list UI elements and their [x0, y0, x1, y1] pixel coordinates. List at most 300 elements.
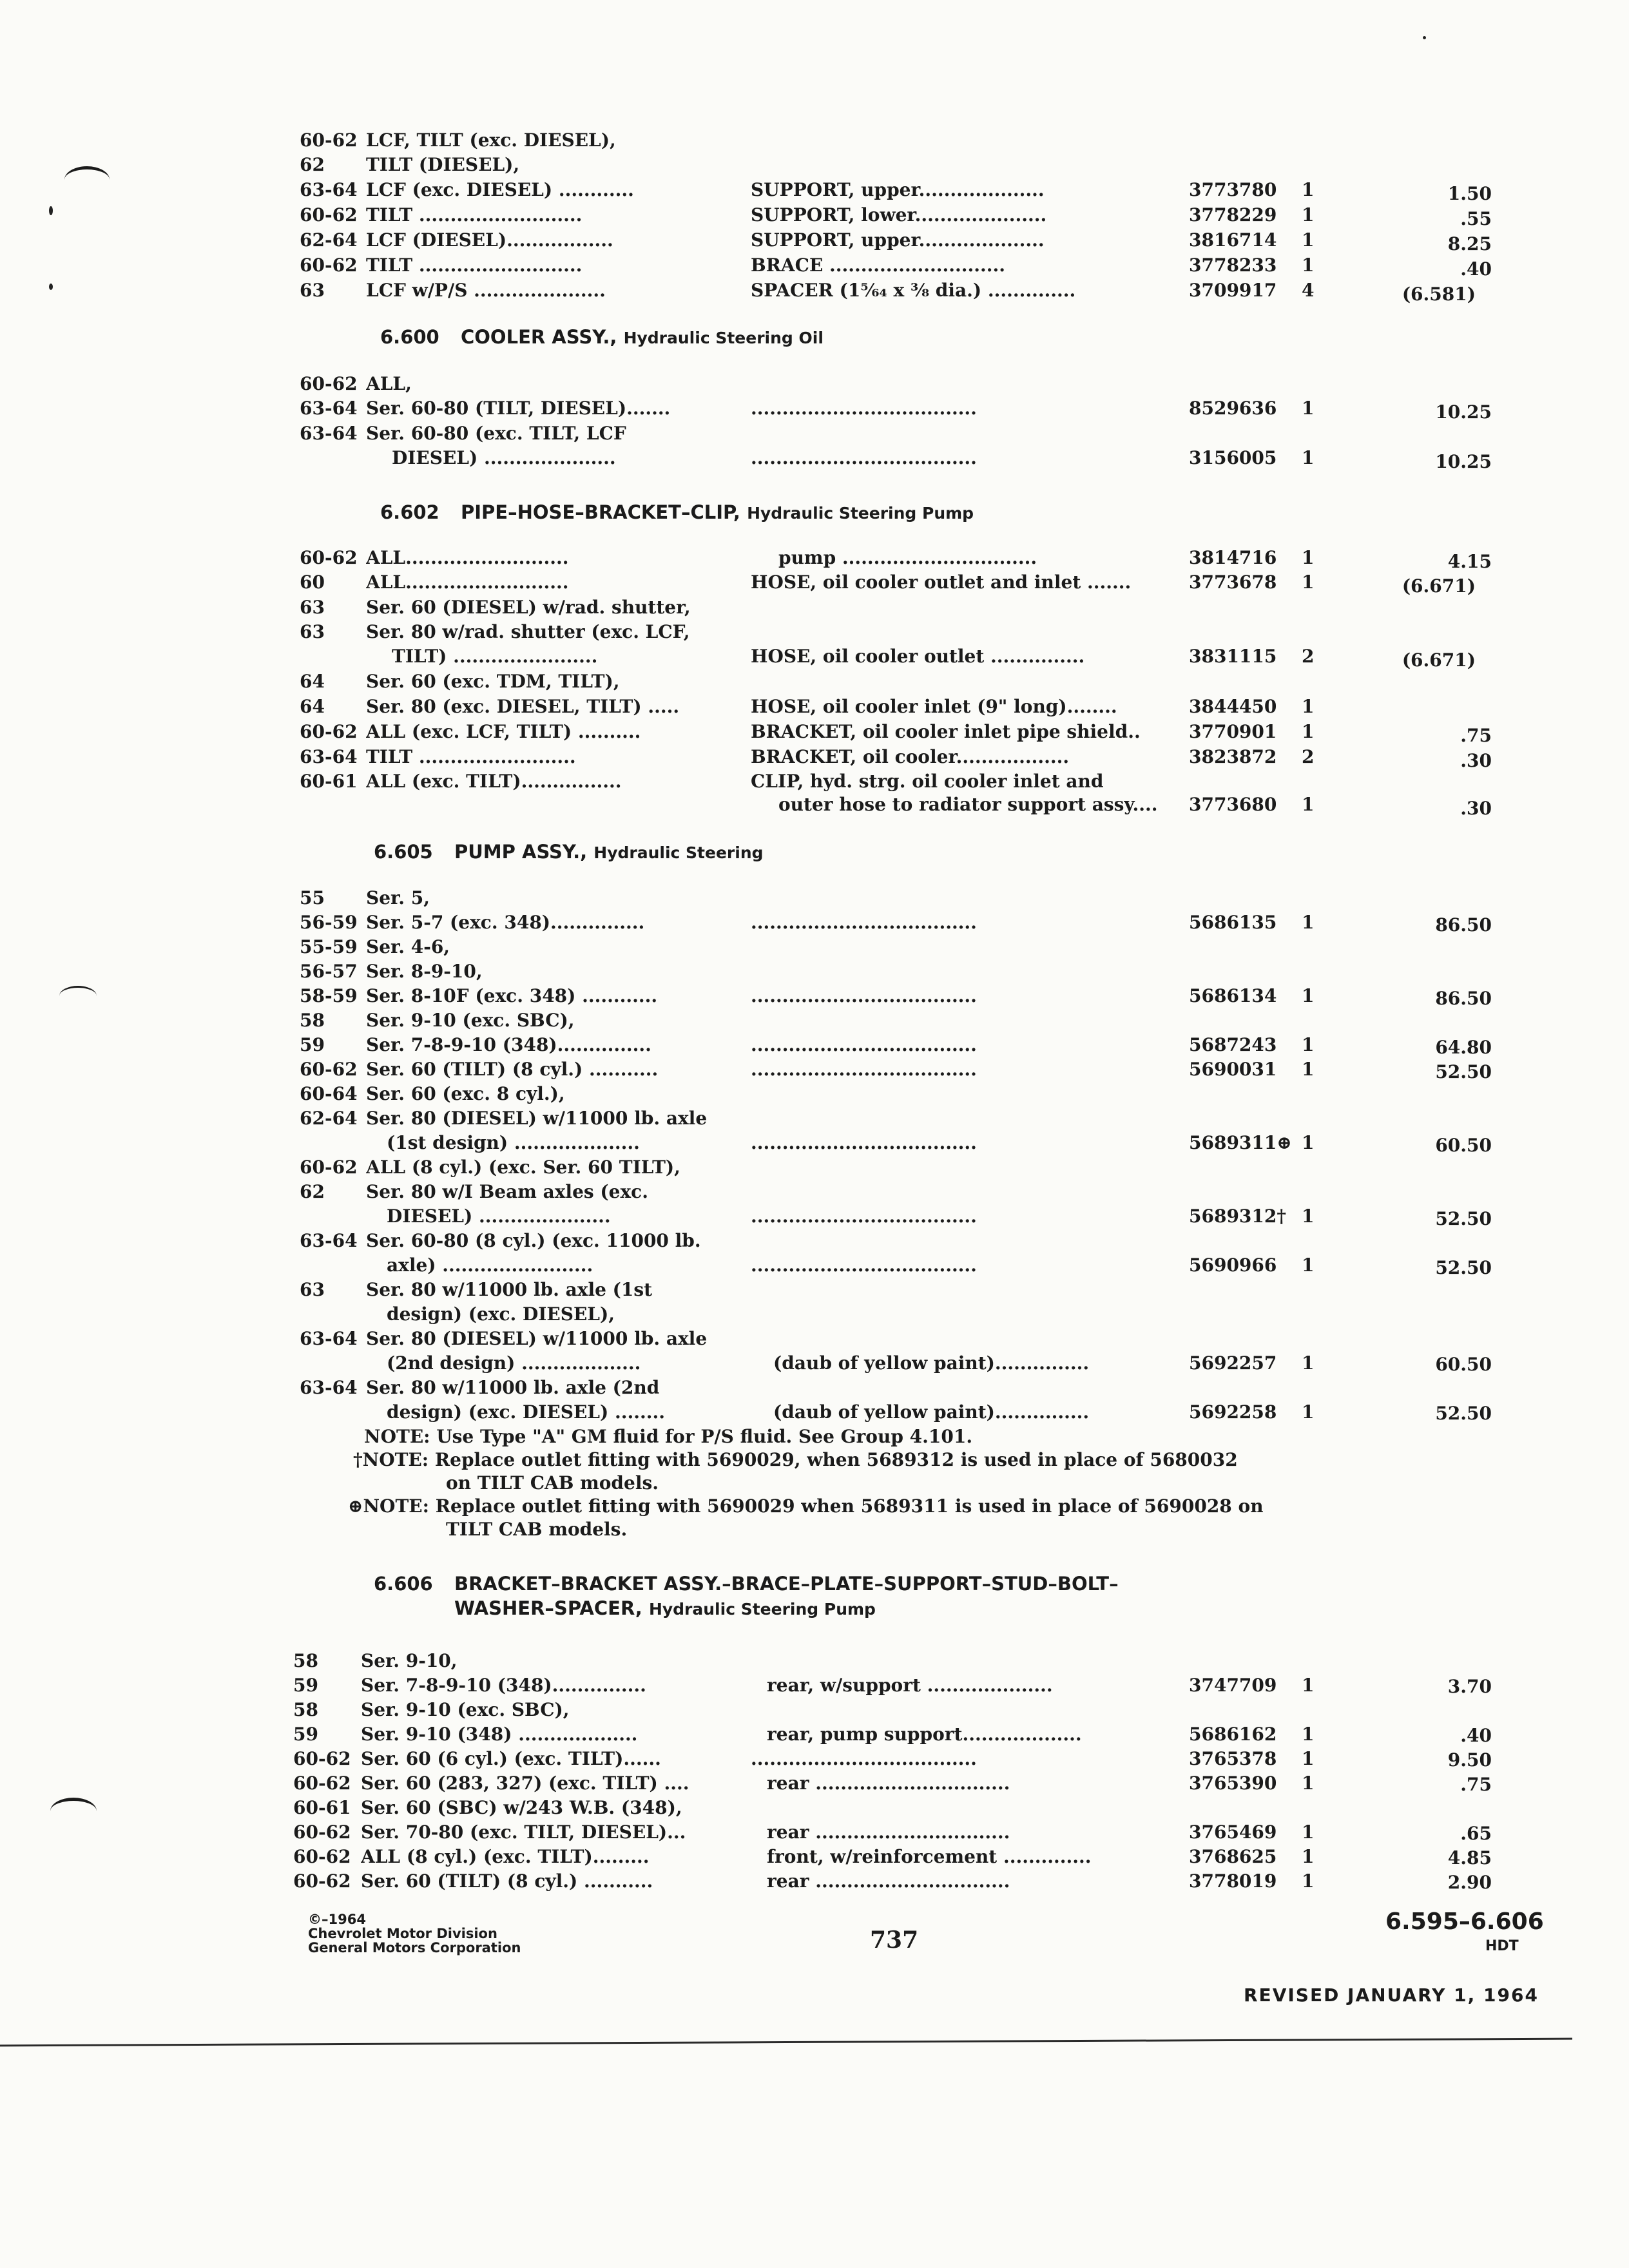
model-cell: Ser. 5,	[366, 887, 430, 908]
year-cell: 60-62	[300, 204, 358, 226]
year-cell: 63-64	[300, 1328, 358, 1349]
model-cell: TILT ..........................	[366, 255, 583, 276]
quantity-cell: 1	[1302, 985, 1315, 1006]
model-cell: Ser. 9-10 (348) ...................	[361, 1724, 638, 1745]
page-number: 737	[870, 1927, 919, 1954]
model-cell: axle) ........................	[387, 1254, 593, 1276]
quantity-cell: 1	[1302, 912, 1315, 933]
year-cell: 60-61	[293, 1797, 351, 1818]
year-cell: 55	[300, 887, 325, 908]
model-cell: TILT ..........................	[366, 204, 583, 226]
table-row	[0, 1870, 1629, 1896]
table-row	[0, 1156, 1629, 1182]
model-cell: Ser. 5-7 (exc. 348)...............	[366, 912, 645, 933]
price-cell: .30	[1460, 798, 1492, 819]
model-cell: ALL (8 cyl.) (exc. Ser. 60 TILT),	[366, 1157, 680, 1178]
year-cell: 59	[293, 1675, 318, 1696]
description-cell: HOSE, oil cooler outlet and inlet .......	[751, 572, 1132, 593]
part-number-cell: 5686135	[1189, 912, 1277, 933]
year-cell: 60-62	[293, 1870, 351, 1892]
section-title: PUMP ASSY.,	[454, 841, 588, 863]
description-cell: front, w/reinforcement ..............	[767, 1846, 1092, 1867]
year-cell: 60-62	[293, 1773, 351, 1794]
year-cell: 63	[300, 1279, 325, 1300]
year-cell: 59	[293, 1724, 318, 1745]
table-row	[0, 1796, 1629, 1822]
model-cell: Ser. 8-10F (exc. 348) ............	[366, 985, 658, 1006]
part-number-cell: 3765469	[1189, 1821, 1277, 1843]
model-cell: Ser. 80 (exc. DIESEL, TILT) .....	[366, 696, 680, 717]
model-cell: Ser. 60-80 (TILT, DIESEL).......	[366, 398, 671, 419]
model-cell: ALL,	[366, 373, 412, 394]
publisher-block	[308, 1912, 521, 1955]
price-cell: .75	[1460, 725, 1492, 746]
model-cell: Ser. 80 w/11000 lb. axle (1st	[366, 1279, 653, 1300]
price-cell: (6.671)	[1402, 649, 1476, 671]
model-cell: Ser. 60 (TILT) (8 cyl.) ...........	[361, 1870, 653, 1892]
year-cell: 60	[300, 572, 325, 593]
year-cell: 60-61	[300, 771, 358, 792]
part-number-cell: 5686134	[1189, 985, 1277, 1006]
table-row	[0, 887, 1629, 912]
part-number-cell: 3773780	[1189, 179, 1277, 200]
year-cell: 63-64	[300, 1377, 358, 1398]
price-cell: .55	[1460, 208, 1492, 229]
table-row	[0, 960, 1629, 986]
year-cell: 62	[300, 154, 325, 175]
part-number-cell: 3814716	[1189, 547, 1277, 568]
section-title: COOLER ASSY.,	[461, 326, 617, 348]
year-cell: 62-64	[300, 229, 358, 251]
description-cell: SUPPORT, upper....................	[751, 229, 1045, 251]
table-row	[0, 1254, 1629, 1280]
table-row	[0, 229, 1629, 255]
note-outlet-fitting-2-cont: TILT CAB models.	[446, 1519, 628, 1540]
table-row	[0, 745, 1629, 771]
model-cell: Ser. 80 w/I Beam axles (exc.	[366, 1181, 648, 1202]
year-cell: 59	[300, 1034, 325, 1055]
description-cell: CLIP, hyd. strg. oil cooler inlet and	[751, 771, 1104, 792]
description-cell: rear ...............................	[767, 1821, 1010, 1843]
table-row	[0, 1821, 1629, 1847]
model-cell: (2nd design) ...................	[387, 1352, 641, 1374]
table-row	[0, 1082, 1629, 1108]
description-cell: ....................................	[751, 1748, 977, 1769]
year-cell: 60-64	[300, 1083, 358, 1104]
price-cell: (6.671)	[1402, 575, 1476, 597]
year-cell: 63	[300, 621, 325, 642]
corporation-name: General Motors Corporation	[308, 1940, 521, 1956]
year-cell: 63-64	[300, 1230, 358, 1251]
table-row	[0, 1401, 1629, 1427]
quantity-cell: 1	[1302, 1773, 1315, 1794]
table-row	[0, 620, 1629, 646]
part-number-cell: 3765390	[1189, 1773, 1277, 1794]
quantity-cell: 1	[1302, 398, 1315, 419]
description-cell: ....................................	[751, 985, 977, 1006]
table-row	[0, 1327, 1629, 1353]
table-row	[0, 1845, 1629, 1871]
table-row	[0, 1107, 1629, 1133]
model-cell: Ser. 60-80 (exc. TILT, LCF	[366, 423, 626, 444]
description-cell: outer hose to radiator support assy....	[778, 794, 1158, 815]
table-row	[0, 1229, 1629, 1255]
table-row	[0, 1131, 1629, 1157]
description-cell: ....................................	[751, 912, 977, 933]
part-number-cell: 8529636	[1189, 398, 1277, 419]
year-cell: 55-59	[300, 936, 358, 957]
table-row	[0, 546, 1629, 572]
part-number-cell: 3831115	[1189, 646, 1277, 667]
table-row	[0, 1205, 1629, 1231]
part-number-cell: 3778233	[1189, 255, 1277, 276]
model-cell: TILT .........................	[366, 746, 576, 767]
model-cell: ALL (8 cyl.) (exc. TILT).........	[361, 1846, 650, 1867]
table-row	[0, 1376, 1629, 1402]
table-row	[0, 911, 1629, 937]
year-cell: 58	[293, 1699, 318, 1720]
price-cell: 86.50	[1435, 988, 1492, 1009]
table-row	[0, 1674, 1629, 1700]
part-number-cell: 5689312†	[1189, 1206, 1287, 1227]
section-title-continued: WASHER–SPACER,	[454, 1597, 642, 1619]
note-outlet-fitting-1-cont: on TILT CAB models.	[446, 1472, 659, 1494]
model-cell: Ser. 80 (DIESEL) w/11000 lb. axle	[366, 1108, 708, 1129]
table-row	[0, 670, 1629, 696]
part-number-cell: 3816714	[1189, 229, 1277, 251]
model-cell: Ser. 80 w/rad. shutter (exc. LCF,	[366, 621, 690, 642]
table-row	[0, 254, 1629, 280]
model-cell: Ser. 60 (283, 327) (exc. TILT) ....	[361, 1773, 689, 1794]
year-cell: 63-64	[300, 423, 358, 444]
quantity-cell: 1	[1302, 696, 1315, 717]
description-cell: BRACKET, oil cooler inlet pipe shield..	[751, 721, 1141, 742]
description-cell: BRACE ............................	[751, 255, 1005, 276]
price-cell: 10.25	[1435, 451, 1492, 472]
year-cell: 63-64	[300, 398, 358, 419]
description-cell: ....................................	[751, 1132, 977, 1153]
price-cell: .75	[1460, 1774, 1492, 1795]
price-cell: 52.50	[1435, 1061, 1492, 1082]
quantity-cell: 1	[1302, 1401, 1315, 1423]
model-cell: LCF, TILT (exc. DIESEL),	[366, 130, 616, 151]
table-row	[0, 1772, 1629, 1798]
quantity-cell: 1	[1302, 547, 1315, 568]
year-cell: 60-62	[300, 373, 358, 394]
price-cell: 4.85	[1447, 1847, 1492, 1869]
year-cell: 60-62	[293, 1821, 351, 1843]
table-row	[0, 1180, 1629, 1206]
model-cell: TILT) .......................	[392, 646, 598, 667]
price-cell: 4.15	[1447, 551, 1492, 572]
table-row	[0, 178, 1629, 204]
section-heading-6-605	[374, 839, 764, 866]
model-cell: Ser. 9-10 (exc. SBC),	[366, 1010, 575, 1031]
price-cell: .65	[1460, 1823, 1492, 1844]
price-cell: 10.25	[1435, 401, 1492, 423]
part-number-cell: 5692257	[1189, 1352, 1277, 1374]
model-cell: LCF (exc. DIESEL) ............	[366, 179, 634, 200]
part-number-cell: 3773680	[1189, 794, 1277, 815]
table-row	[0, 571, 1629, 597]
table-row	[0, 447, 1629, 472]
part-number-cell: 5687243	[1189, 1034, 1277, 1055]
table-row	[0, 1033, 1629, 1059]
part-number-cell: 5686162	[1189, 1724, 1277, 1745]
section-number: 6.606	[374, 1573, 433, 1595]
part-number-cell: 3765378	[1189, 1748, 1277, 1769]
year-cell: 62-64	[300, 1108, 358, 1129]
quantity-cell: 1	[1302, 1034, 1315, 1055]
quantity-cell: 1	[1302, 1254, 1315, 1276]
part-number-cell: 3778229	[1189, 204, 1277, 226]
description-cell: ....................................	[751, 1254, 977, 1276]
model-cell: Ser. 9-10,	[361, 1650, 458, 1671]
part-number-cell: 3778019	[1189, 1870, 1277, 1892]
table-row	[0, 422, 1629, 448]
description-cell: rear, w/support ....................	[767, 1675, 1053, 1696]
section-subtitle: Hydraulic Steering Pump	[747, 504, 974, 523]
quantity-cell: 1	[1302, 1748, 1315, 1769]
year-cell: 60-62	[293, 1846, 351, 1867]
quantity-cell: 1	[1302, 721, 1315, 742]
description-cell: (daub of yellow paint)...............	[773, 1401, 1090, 1423]
quantity-cell: 1	[1302, 1352, 1315, 1374]
price-cell: 9.50	[1447, 1749, 1492, 1771]
model-cell: DIESEL) .....................	[387, 1206, 611, 1227]
price-cell: 52.50	[1435, 1257, 1492, 1278]
description-cell: pump ...............................	[778, 547, 1037, 568]
year-cell: 60-62	[300, 130, 358, 151]
table-row	[0, 153, 1629, 179]
part-number-cell: 5692258	[1189, 1401, 1277, 1423]
price-cell: 64.80	[1435, 1037, 1492, 1058]
description-cell: (daub of yellow paint)...............	[773, 1352, 1090, 1374]
price-cell: 3.70	[1447, 1676, 1492, 1697]
price-cell: .40	[1460, 1725, 1492, 1746]
model-cell: Ser. 80 w/11000 lb. axle (2nd	[366, 1377, 660, 1398]
year-cell: 63-64	[300, 746, 358, 767]
quantity-cell: 2	[1302, 646, 1315, 667]
table-row	[0, 596, 1629, 622]
year-cell: 60-62	[300, 1059, 358, 1080]
note-fluid: NOTE: Use Type "A" GM fluid for P/S fluid. See Group 4.101.	[364, 1426, 973, 1447]
table-row	[0, 985, 1629, 1010]
section-subtitle: Hydraulic Steering Oil	[623, 329, 824, 347]
model-cell: Ser. 60-80 (8 cyl.) (exc. 11000 lb.	[366, 1230, 701, 1251]
model-cell: Ser. 60 (TILT) (8 cyl.) ...........	[366, 1059, 659, 1080]
year-cell: 63	[300, 597, 325, 618]
price-cell: (6.581)	[1402, 284, 1476, 305]
section-heading-6-606	[374, 1571, 1119, 1597]
year-cell: 58	[293, 1650, 318, 1671]
quantity-cell: 1	[1302, 255, 1315, 276]
model-cell: design) (exc. DIESEL),	[387, 1303, 615, 1325]
model-cell: Ser. 60 (exc. 8 cyl.),	[366, 1083, 565, 1104]
table-row	[0, 1723, 1629, 1749]
part-number-cell: 3770901	[1189, 721, 1277, 742]
table-row	[0, 1698, 1629, 1724]
model-cell: Ser. 60 (exc. TDM, TILT),	[366, 671, 620, 692]
model-cell: Ser. 4-6,	[366, 936, 450, 957]
section-number: 6.602	[380, 501, 439, 523]
description-cell: ....................................	[751, 1059, 977, 1080]
description-cell: SPACER (1⁵⁄₆₄ x ⅜ dia.) ..............	[751, 280, 1076, 301]
model-cell: Ser. 7-8-9-10 (348)...............	[361, 1675, 646, 1696]
year-cell: 62	[300, 1181, 325, 1202]
table-row	[0, 397, 1629, 423]
quantity-cell: 2	[1302, 746, 1315, 767]
part-number-cell: 3773678	[1189, 572, 1277, 593]
section-heading-6-606-cont	[454, 1595, 876, 1622]
bottom-rule	[0, 2038, 1572, 2047]
price-cell: 60.50	[1435, 1135, 1492, 1156]
year-cell: 63	[300, 280, 325, 301]
price-cell: 2.90	[1447, 1872, 1492, 1893]
table-row	[0, 720, 1629, 746]
year-cell: 60-62	[300, 255, 358, 276]
quantity-cell: 1	[1302, 179, 1315, 200]
description-cell: ....................................	[751, 1206, 977, 1227]
model-cell: ALL..........................	[366, 572, 569, 593]
quantity-cell: 1	[1302, 204, 1315, 226]
description-cell: SUPPORT, lower.....................	[751, 204, 1047, 226]
part-number-cell: 5690966	[1189, 1254, 1277, 1276]
model-cell: Ser. 8-9-10,	[366, 961, 483, 982]
year-cell: 56-57	[300, 961, 358, 982]
table-row	[0, 1747, 1629, 1773]
section-subtitle: Hydraulic Steering	[593, 843, 764, 862]
part-number-cell: 3747709	[1189, 1675, 1277, 1696]
description-cell: HOSE, oil cooler outlet ...............	[751, 646, 1085, 667]
description-cell: SUPPORT, upper....................	[751, 179, 1045, 200]
table-row	[0, 1278, 1629, 1304]
table-row	[0, 372, 1629, 398]
price-cell: 86.50	[1435, 914, 1492, 936]
description-cell: rear ...............................	[767, 1870, 1010, 1892]
model-cell: Ser. 9-10 (exc. SBC),	[361, 1699, 570, 1720]
table-row	[0, 1058, 1629, 1084]
section-title: PIPE–HOSE–BRACKET–CLIP,	[461, 501, 740, 523]
part-number-cell: 3823872	[1189, 746, 1277, 767]
section-code: HDT	[1485, 1938, 1519, 1954]
quantity-cell: 1	[1302, 1870, 1315, 1892]
quantity-cell: 1	[1302, 447, 1315, 468]
year-cell: 56-59	[300, 912, 358, 933]
price-cell: 52.50	[1435, 1208, 1492, 1229]
price-cell: 52.50	[1435, 1403, 1492, 1424]
quantity-cell: 1	[1302, 794, 1315, 815]
model-cell: design) (exc. DIESEL) ........	[387, 1401, 665, 1423]
description-cell: ....................................	[751, 398, 977, 419]
table-row	[0, 1303, 1629, 1329]
model-cell: Ser. 60 (6 cyl.) (exc. TILT)......	[361, 1748, 661, 1769]
section-number: 6.600	[380, 326, 439, 348]
table-row	[0, 204, 1629, 229]
description-cell: ....................................	[751, 1034, 977, 1055]
part-number-cell: 3844450	[1189, 696, 1277, 717]
model-cell: Ser. 70-80 (exc. TILT, DIESEL)...	[361, 1821, 686, 1843]
quantity-cell: 1	[1302, 1132, 1315, 1153]
description-cell: rear ...............................	[767, 1773, 1010, 1794]
quantity-cell: 1	[1302, 1846, 1315, 1867]
year-cell: 60-62	[300, 547, 358, 568]
quantity-cell: 1	[1302, 572, 1315, 593]
revision-date: REVISED JANUARY 1, 1964	[1244, 1984, 1539, 2006]
year-cell: 60-62	[293, 1748, 351, 1769]
table-row	[0, 936, 1629, 961]
table-row	[0, 1009, 1629, 1035]
model-cell: ALL (exc. TILT)................	[366, 771, 622, 792]
description-cell: ....................................	[751, 447, 977, 468]
model-cell: ALL (exc. LCF, TILT) ..........	[366, 721, 641, 742]
model-cell: Ser. 60 (SBC) w/243 W.B. (348),	[361, 1797, 682, 1818]
table-row	[0, 770, 1629, 796]
quantity-cell: 1	[1302, 229, 1315, 251]
division-name: Chevrolet Motor Division	[308, 1926, 497, 1941]
scan-dot	[1423, 36, 1426, 39]
year-cell: 64	[300, 696, 325, 717]
part-number-cell: 3156005	[1189, 447, 1277, 468]
model-cell: LCF (DIESEL).................	[366, 229, 613, 251]
price-cell: .30	[1460, 750, 1492, 771]
model-cell: DIESEL) .....................	[392, 447, 616, 468]
model-cell: TILT (DIESEL),	[366, 154, 520, 175]
section-subtitle: Hydraulic Steering Pump	[648, 1600, 876, 1619]
description-cell: rear, pump support...................	[767, 1724, 1082, 1745]
year-cell: 60-62	[300, 721, 358, 742]
year-cell: 58	[300, 1010, 325, 1031]
model-cell: Ser. 80 (DIESEL) w/11000 lb. axle	[366, 1328, 708, 1349]
price-cell: 1.50	[1447, 183, 1492, 204]
model-cell: Ser. 7-8-9-10 (348)...............	[366, 1034, 651, 1055]
price-cell: 8.25	[1447, 233, 1492, 255]
copyright: ©–1964	[308, 1912, 366, 1927]
year-cell: 60-62	[300, 1157, 358, 1178]
year-cell: 64	[300, 671, 325, 692]
model-cell: (1st design) ....................	[387, 1132, 640, 1153]
model-cell: LCF w/P/S .....................	[366, 280, 606, 301]
quantity-cell: 1	[1302, 1059, 1315, 1080]
quantity-cell: 1	[1302, 1724, 1315, 1745]
description-cell: BRACKET, oil cooler..................	[751, 746, 1070, 767]
note-outlet-fitting-2: ⊕NOTE: Replace outlet fitting with 5690029 when 5689311 is used in place of 5690028 on	[348, 1495, 1264, 1517]
table-row	[0, 1649, 1629, 1675]
table-row	[0, 129, 1629, 155]
section-range: 6.595–6.606	[1385, 1908, 1544, 1935]
section-title: BRACKET–BRACKET ASSY.–BRACE–PLATE–SUPPORT–STUD–BOLT–	[454, 1573, 1119, 1595]
table-row	[0, 695, 1629, 721]
year-cell: 63-64	[300, 179, 358, 200]
note-outlet-fitting-1: †NOTE: Replace outlet fitting with 5690029, when 5689312 is used in place of 5680032	[353, 1449, 1238, 1470]
quantity-cell: 1	[1302, 1206, 1315, 1227]
model-cell: Ser. 60 (DIESEL) w/rad. shutter,	[366, 597, 691, 618]
part-number-cell: 3709917	[1189, 280, 1277, 301]
price-cell: 60.50	[1435, 1354, 1492, 1375]
description-cell: HOSE, oil cooler inlet (9" long)........	[751, 696, 1117, 717]
price-cell: .40	[1460, 258, 1492, 280]
table-row	[0, 645, 1629, 671]
table-row	[0, 793, 1629, 819]
table-row	[0, 1352, 1629, 1378]
quantity-cell: 1	[1302, 1675, 1315, 1696]
section-number: 6.605	[374, 841, 433, 863]
year-cell: 58-59	[300, 985, 358, 1006]
quantity-cell: 1	[1302, 1821, 1315, 1843]
table-row	[0, 279, 1629, 305]
quantity-cell: 4	[1302, 280, 1315, 301]
section-heading-6-602	[380, 499, 974, 526]
